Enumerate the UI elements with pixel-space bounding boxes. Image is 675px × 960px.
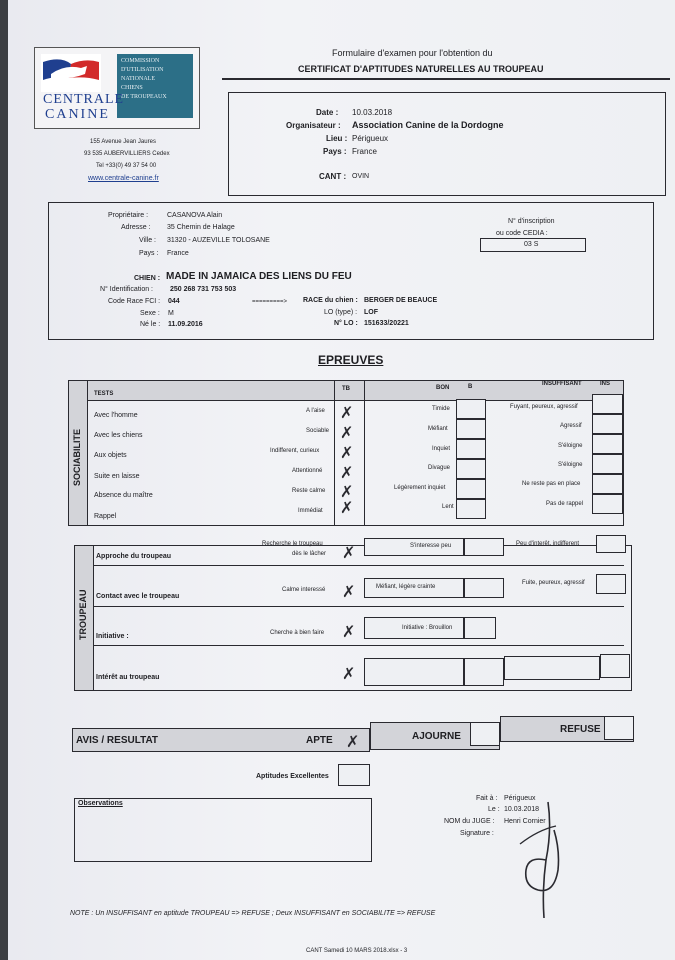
organizer-value: Association Canine de la Dordogne bbox=[352, 120, 504, 130]
trials-title: EPREUVES bbox=[318, 353, 384, 367]
apte-cross-mark: ✗ bbox=[346, 732, 360, 751]
herd-ins-cell[interactable] bbox=[600, 654, 630, 678]
tb-criteria-laisse: Attentionné bbox=[292, 468, 323, 474]
ins-checkbox[interactable] bbox=[592, 394, 623, 414]
herd-b-cell[interactable] bbox=[464, 578, 504, 598]
header-tests: TESTS bbox=[94, 391, 114, 397]
herd-row-line bbox=[94, 565, 624, 566]
date-value: 10.03.2018 bbox=[352, 108, 393, 117]
owner-city-value: 31320 - AUZEVILLE TOLOSANE bbox=[167, 237, 270, 244]
herd-ins-approach: Peu d'interêt, indifferent bbox=[516, 541, 580, 547]
dog-emblem-icon bbox=[41, 54, 101, 92]
logo-subtitle-line-3: NATIONALE bbox=[121, 76, 155, 82]
judge-name-label: NOM du JUGE : bbox=[444, 818, 495, 825]
owner-address-label: Adresse : bbox=[121, 224, 151, 231]
lo-number-value: 151633/20221 bbox=[364, 320, 409, 327]
lo-type-value: LOF bbox=[364, 309, 378, 316]
tb-criteria-chiens: Sociable bbox=[306, 428, 330, 434]
tb-cross-mark: ✗ bbox=[340, 498, 354, 517]
herd-test-interest: Intérêt au troupeau bbox=[96, 674, 160, 681]
sociability-label: SOCIABILITE bbox=[72, 428, 82, 486]
website-link[interactable]: www.centrale-canine.fr bbox=[88, 175, 159, 182]
herd-ins-cell[interactable] bbox=[596, 535, 626, 553]
sociability-test-absence: Absence du maître bbox=[94, 492, 153, 499]
identification-label: N° Identification : bbox=[100, 286, 153, 293]
breed-label: RACE du chien : bbox=[303, 297, 358, 304]
date-label: Date : bbox=[316, 108, 339, 117]
result-label: AVIS / RESULTAT bbox=[76, 735, 159, 746]
lo-type-label: LO (type) : bbox=[324, 309, 358, 316]
tb-cross-mark: ✗ bbox=[340, 403, 354, 422]
b-checkbox[interactable] bbox=[456, 499, 486, 519]
b-checkbox[interactable] bbox=[456, 399, 486, 419]
tb-criteria-objets: Indifferent, curieux bbox=[270, 448, 320, 454]
refuse-label: REFUSE bbox=[560, 724, 601, 735]
sociability-test-objets: Aux objets bbox=[94, 452, 127, 459]
header-insuffisant: INSUFFISANT bbox=[542, 381, 582, 387]
address-phone: Tel +33(0) 49 37 54 00 bbox=[96, 163, 157, 169]
ajourne-label: AJOURNE bbox=[412, 731, 461, 742]
herd-row-line bbox=[94, 645, 624, 646]
bon-criteria-absence: Légèrement inquiet bbox=[394, 485, 446, 491]
ins-checkbox[interactable] bbox=[592, 434, 623, 454]
header-tb: TB bbox=[342, 386, 350, 392]
owner-value: CASANOVA Alain bbox=[167, 212, 223, 219]
logo-subtitle-line-1: COMMISSION bbox=[121, 58, 160, 64]
owner-country-value: France bbox=[167, 250, 189, 257]
inscription-label: N° d'inscription bbox=[508, 218, 555, 225]
herd-cross-mark: ✗ bbox=[342, 664, 356, 683]
owner-address-value: 35 Chemin de Halage bbox=[167, 224, 235, 231]
centrale-canine-logo bbox=[34, 47, 200, 129]
signature-label: Signature : bbox=[460, 830, 494, 837]
judge-date-label: Le : bbox=[488, 806, 500, 813]
event-info-box bbox=[228, 92, 666, 196]
ins-criteria-objets: S'éloigne bbox=[558, 443, 583, 449]
ins-criteria-homme: Fuyant, peureux, agressif bbox=[510, 404, 578, 410]
birth-label: Né le : bbox=[140, 321, 161, 328]
herd-b-cell[interactable] bbox=[464, 617, 496, 639]
tb-column-divider-right bbox=[364, 381, 365, 525]
refuse-checkbox[interactable] bbox=[604, 716, 634, 740]
dog-name: MADE IN JAMAICA DES LIENS DU FEU bbox=[166, 271, 352, 282]
herd-ins-contact: Fuite, peureux, agressif bbox=[522, 580, 585, 586]
cant-label: CANT : bbox=[319, 172, 347, 181]
place-label: Lieu : bbox=[326, 134, 348, 143]
logo-subtitle-line-5: DE TROUPEAUX bbox=[121, 94, 167, 100]
herd-tb-approach-2: dès le lâcher bbox=[292, 551, 327, 557]
ins-criteria-absence: Ne reste pas en place bbox=[522, 481, 581, 487]
done-at-label: Fait à : bbox=[476, 795, 498, 802]
tb-criteria-absence: Reste calme bbox=[292, 488, 326, 494]
herd-b-cell[interactable] bbox=[464, 658, 504, 686]
logo-name-line-1: CENTRALE bbox=[43, 92, 125, 107]
herd-bon-approach: S'interesse peu bbox=[410, 543, 452, 549]
dog-label: CHIEN : bbox=[134, 275, 161, 282]
logo-subtitle-line-2: D'UTILISATION bbox=[121, 67, 164, 73]
tb-criteria-homme: A l'aise bbox=[306, 408, 325, 414]
tb-criteria-rappel: Immédiat bbox=[298, 508, 323, 514]
tb-cross-mark: ✗ bbox=[340, 463, 354, 482]
observations-label: Observations bbox=[78, 800, 123, 807]
race-arrow: =========> bbox=[252, 299, 288, 305]
judge-signature bbox=[508, 790, 578, 930]
observations-box bbox=[74, 798, 372, 862]
done-at-value: Périgueux bbox=[504, 795, 536, 802]
tb-column-divider bbox=[334, 381, 335, 525]
sex-value: M bbox=[168, 310, 174, 317]
herd-b-cell[interactable] bbox=[464, 538, 504, 556]
b-checkbox[interactable] bbox=[456, 459, 486, 479]
herd-bon-cell[interactable] bbox=[364, 658, 464, 686]
owner-country-label: Pays : bbox=[139, 250, 159, 257]
herd-tb-initiative: Cherche à bien faire bbox=[270, 630, 325, 636]
title-underline bbox=[222, 78, 670, 80]
herd-test-approach: Approche du troupeau bbox=[96, 553, 172, 560]
herd-label: TROUPEAU bbox=[78, 589, 88, 640]
ins-criteria-rappel: Pas de rappel bbox=[546, 501, 584, 507]
footer-file: CANT Samedi 10 MARS 2018.xlsx - 3 bbox=[306, 948, 408, 954]
sociability-test-rappel: Rappel bbox=[94, 513, 117, 520]
apte-label: APTE bbox=[306, 735, 333, 746]
owner-city-label: Ville : bbox=[139, 237, 156, 244]
excellent-label: Aptitudes Excellentes bbox=[256, 773, 329, 780]
footer-note: NOTE : Un INSUFFISANT en aptitude TROUPEAU => REFUSE ; Deux INSUFFISANT en SOCIABILITE => REFUSE bbox=[70, 910, 436, 917]
ins-checkbox[interactable] bbox=[592, 414, 623, 434]
breed-value: BERGER DE BEAUCE bbox=[364, 297, 438, 304]
sex-label: Sexe : bbox=[140, 310, 160, 317]
header-bon: BON bbox=[436, 385, 450, 391]
b-checkbox[interactable] bbox=[456, 419, 486, 439]
identification-value: 250 268 731 753 503 bbox=[170, 286, 237, 293]
excellent-checkbox[interactable] bbox=[338, 764, 370, 786]
address-city: 93 535 AUBERVILLIERS Cedex bbox=[84, 151, 170, 157]
logo-subtitle-line-4: CHIENS bbox=[121, 85, 143, 91]
herd-cross-mark: ✗ bbox=[342, 622, 356, 641]
bon-criteria-objets: Inquiet bbox=[432, 446, 451, 452]
bon-criteria-homme: Timide bbox=[432, 406, 450, 412]
cedia-label: ou code CEDIA : bbox=[496, 230, 548, 237]
herd-bon-initiative: Initiative : Brouillon bbox=[402, 625, 453, 631]
sociability-test-homme: Avec l'homme bbox=[94, 412, 138, 419]
herd-ins-cell[interactable] bbox=[596, 574, 626, 594]
logo-name-line-2: CANINE bbox=[45, 107, 110, 122]
ins-checkbox[interactable] bbox=[592, 454, 623, 474]
address-street: 155 Avenue Jean Jaures bbox=[90, 139, 156, 145]
race-code-label: Code Race FCI : bbox=[108, 298, 161, 305]
form-title-line-1: Formulaire d'examen pour l'obtention du bbox=[332, 48, 493, 58]
birth-value: 11.09.2016 bbox=[168, 321, 203, 328]
herd-row-line bbox=[94, 606, 624, 607]
tb-cross-mark: ✗ bbox=[340, 423, 354, 442]
bon-criteria-laisse: Divague bbox=[428, 465, 451, 471]
country-value: France bbox=[352, 147, 377, 156]
b-checkbox[interactable] bbox=[456, 479, 486, 499]
header-b: B bbox=[468, 384, 473, 390]
cant-value: OVIN bbox=[352, 173, 370, 180]
organizer-label: Organisateur : bbox=[286, 121, 341, 130]
herd-cross-mark: ✗ bbox=[342, 543, 356, 562]
herd-ins-cell[interactable] bbox=[504, 656, 600, 680]
inscription-value: 03 S bbox=[524, 241, 539, 248]
herd-tb-contact: Calme interessé bbox=[282, 587, 326, 593]
owner-label: Propriétaire : bbox=[108, 212, 149, 219]
place-value: Périgueux bbox=[352, 134, 389, 143]
ins-checkbox[interactable] bbox=[592, 494, 623, 514]
herd-bon-contact: Méfiant, légère crainte bbox=[376, 584, 436, 590]
tb-cross-mark: ✗ bbox=[340, 443, 354, 462]
b-checkbox[interactable] bbox=[456, 439, 486, 459]
herd-test-contact: Contact avec le troupeau bbox=[96, 593, 180, 600]
ins-criteria-chiens: Agressif bbox=[560, 423, 582, 429]
country-label: Pays : bbox=[323, 147, 347, 156]
herd-cross-mark: ✗ bbox=[342, 582, 356, 601]
herd-tb-approach-1: Recherche le troupeau bbox=[262, 541, 323, 547]
judge-name-value: Henri Cornier bbox=[504, 818, 546, 825]
ajourne-checkbox[interactable] bbox=[470, 722, 500, 746]
ins-checkbox[interactable] bbox=[592, 474, 623, 494]
form-title-line-2: CERTIFICAT D'APTITUDES NATURELLES AU TROUPEAU bbox=[298, 64, 544, 74]
judge-date-value: 10.03.2018 bbox=[504, 806, 540, 813]
race-code-value: 044 bbox=[168, 298, 180, 305]
bon-criteria-chiens: Méfiant bbox=[428, 426, 448, 432]
sociability-test-chiens: Avec les chiens bbox=[94, 432, 143, 439]
herd-test-initiative: Initiative : bbox=[96, 633, 129, 640]
exam-form-sheet bbox=[8, 0, 675, 960]
ins-criteria-laisse: S'éloigne bbox=[558, 462, 583, 468]
tb-cross-mark: ✗ bbox=[340, 482, 354, 501]
sociability-test-laisse: Suite en laisse bbox=[94, 473, 140, 480]
bon-criteria-rappel: Lent bbox=[442, 504, 454, 510]
header-ins: INS bbox=[600, 381, 611, 387]
lo-number-label: N° LO : bbox=[334, 320, 358, 327]
